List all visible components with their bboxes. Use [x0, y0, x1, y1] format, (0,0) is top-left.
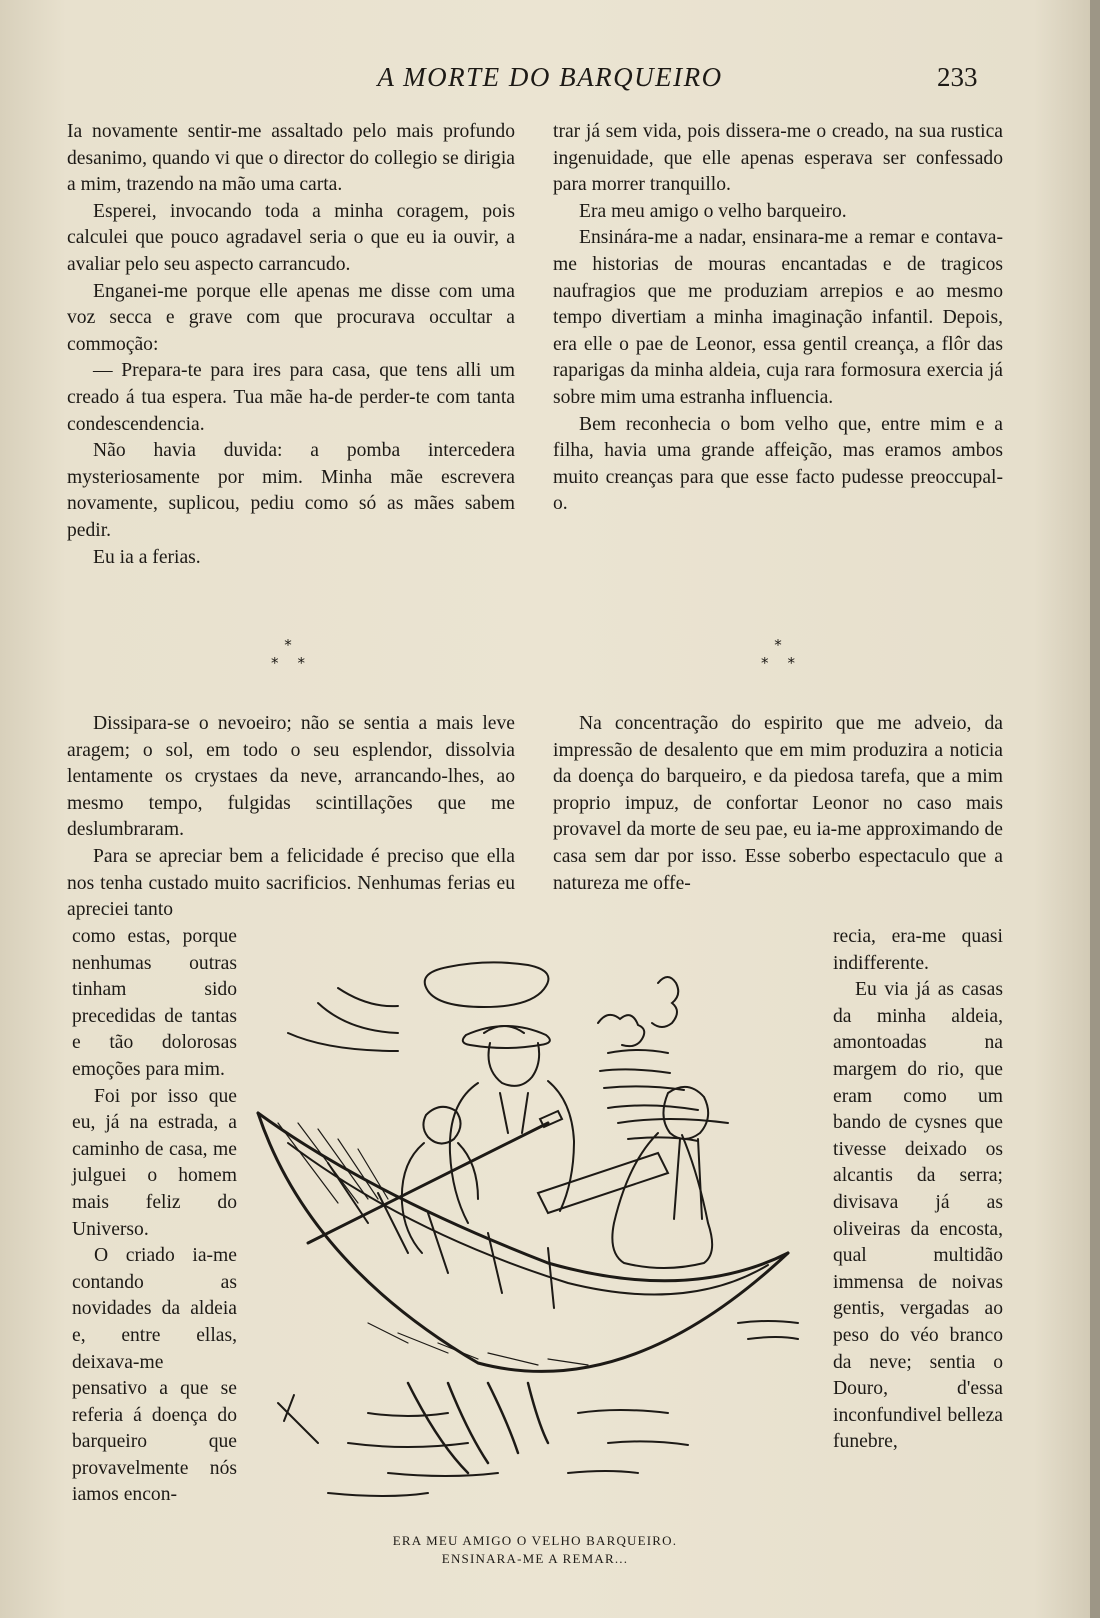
section-separator-left: * * * — [270, 636, 306, 672]
page-number: 233 — [937, 62, 978, 92]
running-title: A MORTE DO BARQUEIRO — [377, 62, 723, 92]
boat-illustration — [248, 943, 820, 1528]
paragraph: Dissipara-se o nevoeiro; não se sentia a mais leve aragem; o sol, em todo o seu esplendor, dissolvia lentamente os crystaes da neve, arrancando-lhes, ao mesmo tempo, fulgidas scintillações que me deslumbraram. — [67, 713, 515, 841]
paragraph: Foi por isso que eu, já na estrada, a caminho de casa, me julguei o homem mais feliz do Universo. — [72, 1085, 237, 1240]
paragraph: O criado ia-me contando as novidades da aldeia e, entre ellas, deixava-me pensativo a que se referia á doença do barqueiro que provavelmente nós iamos encon- — [72, 1245, 237, 1506]
right-column-top — [553, 119, 1003, 518]
paragraph: trar já sem vida, pois dissera-me o creado, na sua rustica ingenuidade, que elle apenas esperava ser confessado para morrer tranquillo. — [553, 121, 1003, 196]
paragraph: Para se apreciar bem a felicidade é preciso que ella nos tenha custado muito sacrificios. Nenhumas ferias eu apreciei tanto — [67, 845, 515, 921]
paragraph: Era meu amigo o velho barqueiro. — [579, 200, 847, 222]
illustration-caption — [340, 1532, 730, 1568]
left-column-top — [67, 119, 515, 571]
right-narrow-column — [833, 924, 1003, 1456]
left-narrow-column — [72, 924, 237, 1509]
paragraph: Ia novamente sentir-me assaltado pelo mais profundo desanimo, quando vi que o director do collegio se dirigia a mim, trazendo na mão uma carta. — [67, 121, 515, 196]
paragraph: Eu ia a ferias. — [93, 546, 201, 568]
page-edge — [1090, 0, 1100, 1618]
paragraph: Esperei, invocando toda a minha coragem, pois calculei que pouco agradavel seria o que eu ia ouvir, a avaliar pelo seu aspecto carrancudo. — [67, 200, 515, 275]
cloud-shape — [425, 962, 549, 1007]
right-column-bottom — [553, 711, 1003, 897]
caption-line-2: ENSINARA-ME A REMAR... — [441, 1551, 629, 1566]
paragraph: Na concentração do espirito que me adveio, da impressão de desalento que em mim produzira a noticia da doença do barqueiro, e da piedosa tarefa, que a mim proprio impuz, de confortar Leonor no caso mais provavel da morte de seu pae, eu ia-me approximando de casa sem dar por isso. Esse soberbo espectaculo que a natureza me offe- — [553, 713, 1003, 894]
section-separator-right: * * * — [760, 636, 796, 672]
paragraph: — Prepara-te para ires para casa, que tens alli um creado á tua espera. Tua mãe ha-de perder-te com tanta condescendencia. — [67, 360, 515, 435]
paragraph: Bem reconhecia o bom velho que, entre mim e a filha, havia uma grande affeição, mas eramos ambos muito creanças para que esse facto pudesse preoccupal-o. — [553, 413, 1003, 515]
paragraph: Não havia duvida: a pomba intercedera mysteriosamente por mim. Minha mãe escrevera novamente, suplicou, pediu como só as mães sabem pedir. — [67, 440, 515, 541]
left-column-bottom — [67, 711, 515, 924]
paragraph: Enganei-me porque elle apenas me disse com uma voz secca e grave com que procurava occultar a commoção: — [67, 280, 515, 355]
caption-line-1: ERA MEU AMIGO O VELHO BARQUEIRO. — [392, 1533, 678, 1548]
paragraph: Ensinára-me a nadar, ensinara-me a remar e contava-me historias de mouras encantadas e de tragicos naufragios que me produziam arrepios e ao mesmo tempo divertiam a minha imaginação infantil. Depois, era elle o pae de Leonor, essa gentil creança, a flôr das raparigas da minha aldeia, cuja rara formosura exercia já sobre mim uma estranha influencia. — [553, 227, 1003, 408]
paragraph: Eu via já as casas da minha aldeia, amontoadas na margem do rio, que eram como um bando de cysnes que tivesse deixado os alcantis da serra; divisava já as oliveiras da encosta, qual multidão immensa de noivas gentis, vergadas ao peso do véo branco da neve; sentia o Douro, d'essa inconfundivel belleza funebre, — [833, 979, 1003, 1453]
paragraph-continued: recia, era-me quasi indifferente. — [833, 926, 1003, 974]
paragraph-continued: como estas, porque nenhumas outras tinham sido precedidas de tantas e tão dolorosas emoções para mim. — [72, 926, 237, 1080]
